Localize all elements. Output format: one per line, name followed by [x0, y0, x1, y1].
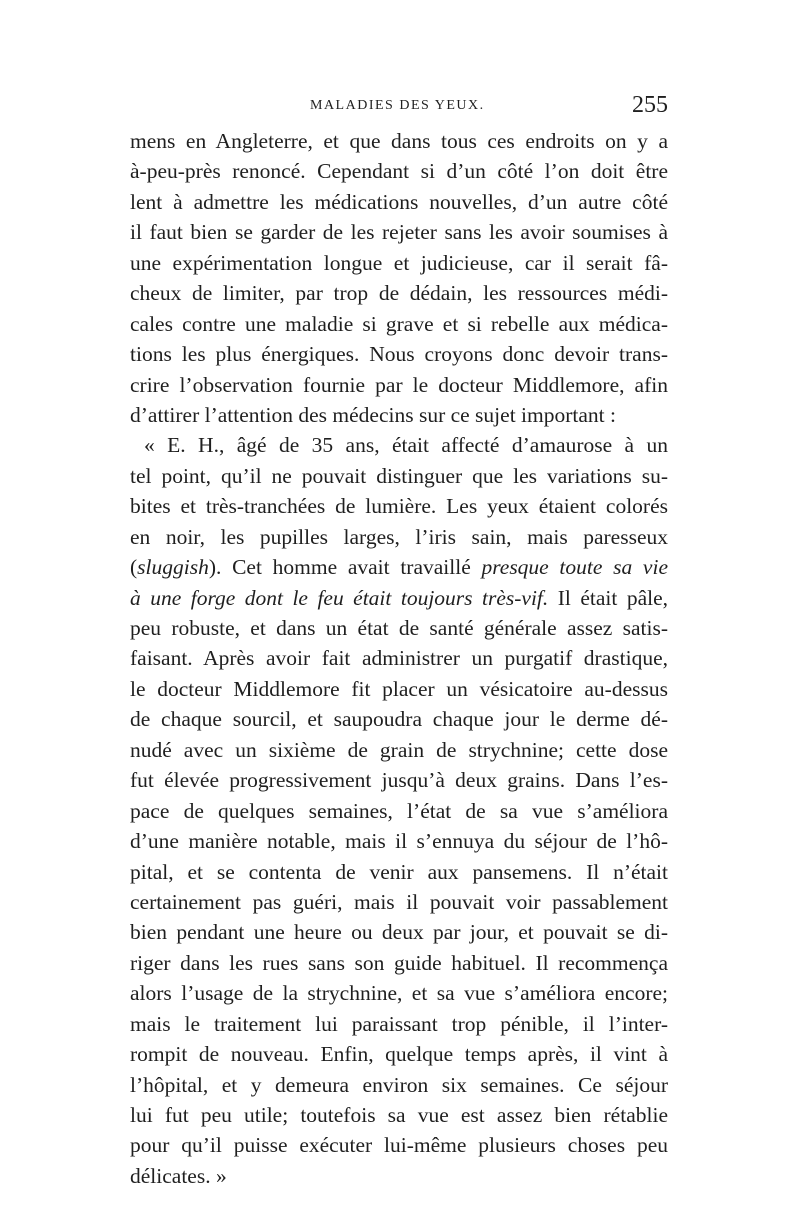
text-segment: ). Cet homme avait travaillé	[208, 555, 482, 580]
text-line-quote-start: « E. H., âgé de 35 ans, était affecté d’amaurose à un	[144, 433, 668, 458]
text-line: d’une manière notable, mais il s’ennuya du séjour de l’hô-	[130, 829, 668, 854]
text-line: lent à admettre les médications nouvelles, d’un autre côté	[130, 189, 668, 214]
text-line: pour qu’il puisse exécuter lui-même plusieurs choses peu	[130, 1133, 668, 1158]
italic-phrase: à une forge dont le feu était toujours très-vif.	[130, 585, 549, 610]
text-line: de chaque sourcil, et saupoudra chaque jour le derme dé-	[130, 707, 668, 732]
text-line: mais le traitement lui paraissant trop pénible, il l’inter-	[130, 1011, 668, 1036]
text-line: cales contre une maladie si grave et si rebelle aux médica-	[130, 311, 668, 336]
text-line-mixed	[130, 583, 668, 613]
text-segment: (	[130, 555, 138, 580]
text-line: certainement pas guéri, mais il pouvait voir passablement	[130, 889, 668, 914]
text-line: il faut bien se garder de les rejeter sans les avoir soumises à	[130, 220, 668, 245]
text-line: bien pendant une heure ou deux par jour, et pouvait se di-	[130, 920, 668, 945]
italic-phrase: presque toute sa vie	[481, 555, 668, 580]
text-line: le docteur Middlemore fit placer un vésicatoire au-dessus	[130, 676, 668, 701]
text-line: faisant. Après avoir fait administrer un purgatif drastique,	[130, 646, 668, 671]
text-line: pace de quelques semaines, l’état de sa vue s’améliora	[130, 798, 668, 823]
text-line: bites et très-tranchées de lumière. Les yeux étaient colorés	[130, 494, 668, 519]
text-line: tel point, qu’il ne pouvait distinguer que les variations su-	[130, 463, 668, 488]
text-line: rompit de nouveau. Enfin, quelque temps après, il vint à	[130, 1042, 668, 1067]
text-line: une expérimentation longue et judicieuse, car il serait fâ-	[130, 250, 668, 275]
text-segment: Il était pâle,	[548, 585, 668, 610]
page-number: 255	[632, 92, 668, 118]
text-line: mens en Angleterre, et que dans tous ces endroits on y a	[130, 129, 668, 153]
text-line: cheux de limiter, par trop de dédain, les ressources médi-	[130, 281, 668, 306]
text-line: d’attirer l’attention des médecins sur ce sujet important :	[130, 402, 616, 427]
body-text	[130, 126, 668, 1191]
text-line: à-peu-près renoncé. Cependant si d’un côté l’on doit être	[130, 159, 668, 184]
italic-term: sluggish	[137, 555, 209, 580]
text-line: fut élevée progressivement jusqu’à deux grains. Dans l’es-	[130, 768, 668, 793]
text-line-mixed	[130, 552, 668, 582]
text-line: lui fut peu utile; toutefois sa vue est assez bien rétablie	[130, 1103, 668, 1127]
text-line: nudé avec un sixième de grain de strychnine; cette dose	[130, 737, 668, 762]
text-line: tions les plus énergiques. Nous croyons donc devoir trans-	[130, 342, 668, 367]
text-line: riger dans les rues sans son guide habituel. Il recommença	[130, 950, 668, 975]
text-line: crire l’observation fournie par le docteur Middlemore, afin	[130, 372, 668, 397]
text-line: peu robuste, et dans un état de santé générale assez satis-	[130, 616, 668, 640]
text-line: l’hôpital, et y demeura environ six semaines. Ce séjour	[130, 1072, 668, 1097]
text-line: pital, et se contenta de venir aux pansemens. Il n’était	[130, 859, 668, 884]
text-line: délicates. »	[130, 1163, 227, 1188]
running-head	[130, 92, 668, 120]
text-line: alors l’usage de la strychnine, et sa vue s’améliora encore;	[130, 981, 668, 1006]
running-title: MALADIES DES YEUX.	[310, 98, 485, 113]
text-line: en noir, les pupilles larges, l’iris sain, mais paresseux	[130, 524, 668, 549]
